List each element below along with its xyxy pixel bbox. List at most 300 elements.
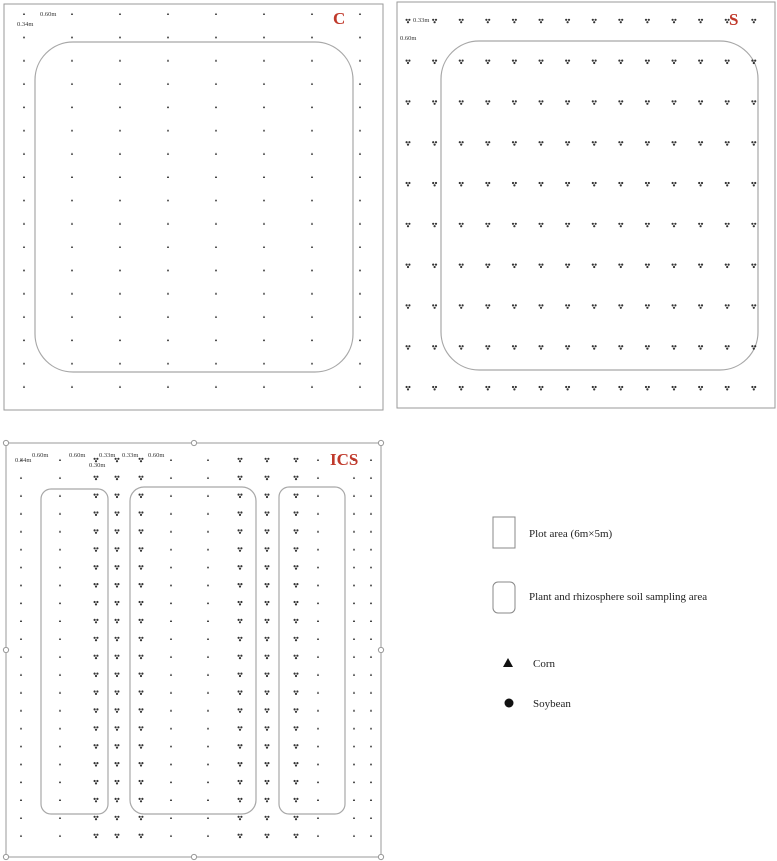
corn-plant-marker — [167, 269, 169, 271]
soybean-plant-marker — [265, 529, 270, 534]
soybean-plant-marker — [115, 726, 120, 731]
soybean-plant-marker — [265, 673, 270, 678]
soybean-plant-marker — [139, 494, 144, 499]
corn-plant-marker — [359, 246, 361, 248]
corn-plant-marker — [207, 691, 209, 693]
soybean-plant-marker — [512, 182, 517, 187]
corn-plant-marker — [359, 292, 361, 294]
corn-plant-marker — [311, 386, 313, 388]
corn-plant-marker — [59, 477, 61, 479]
soybean-plant-marker — [139, 780, 144, 785]
soybean-plant-marker — [645, 304, 650, 309]
corn-plant-marker — [311, 269, 313, 271]
corn-plant-marker — [353, 477, 355, 479]
soybean-plant-marker — [751, 223, 756, 228]
plot-frame-ics — [6, 443, 381, 857]
soybean-plant-marker — [139, 798, 144, 803]
selection-handle[interactable] — [3, 647, 8, 652]
soybean-plant-marker — [238, 816, 243, 821]
corn-plant-marker — [207, 763, 209, 765]
soybean-plant-marker — [485, 304, 490, 309]
soybean-plant-marker — [725, 223, 730, 228]
corn-plant-marker — [359, 36, 361, 38]
dimension-label: 0.30m — [89, 462, 106, 469]
corn-plant-marker — [71, 292, 73, 294]
corn-plant-marker — [170, 656, 172, 658]
corn-plant-marker — [59, 709, 61, 711]
soybean-plant-marker — [265, 511, 270, 516]
corn-plant-marker — [317, 674, 319, 676]
corn-plant-marker — [215, 292, 217, 294]
legend-label-plot-area: Plot area (6m×5m) — [529, 528, 613, 540]
corn-plant-marker — [170, 548, 172, 550]
soybean-plant-marker — [618, 100, 623, 105]
corn-plant-marker — [59, 548, 61, 550]
soybean-plant-marker — [459, 223, 464, 228]
corn-plant-marker — [311, 13, 313, 15]
corn-plant-marker — [119, 362, 121, 364]
soybean-plant-marker — [115, 690, 120, 695]
soybean-plant-marker — [265, 726, 270, 731]
corn-plant-marker — [20, 602, 22, 604]
soybean-plant-marker — [645, 100, 650, 105]
corn-plant-marker — [20, 530, 22, 532]
corn-plant-marker — [170, 620, 172, 622]
corn-plant-marker — [353, 817, 355, 819]
corn-plant-marker — [263, 316, 265, 318]
soybean-plant-marker — [725, 345, 730, 350]
soybean-plant-marker — [485, 141, 490, 146]
selection-handle[interactable] — [191, 854, 196, 859]
corn-plant-marker — [370, 620, 372, 622]
soybean-plant-marker — [139, 458, 144, 463]
soybean-plant-marker — [294, 529, 299, 534]
soybean-plant-marker — [698, 223, 703, 228]
soybean-plant-marker — [139, 565, 144, 570]
corn-plant-marker — [20, 477, 22, 479]
selection-handle[interactable] — [378, 440, 383, 445]
corn-plant-marker — [359, 129, 361, 131]
soybean-plant-marker — [238, 708, 243, 713]
soybean-plant-marker — [94, 655, 99, 660]
soybean-plant-marker — [94, 834, 99, 839]
corn-plant-marker — [311, 362, 313, 364]
corn-plant-marker — [317, 459, 319, 461]
soybean-plant-marker — [115, 798, 120, 803]
corn-plant-marker — [311, 83, 313, 85]
soybean-plant-marker — [539, 60, 544, 65]
soybean-plant-marker — [406, 345, 411, 350]
soybean-plant-marker — [238, 780, 243, 785]
soybean-plant-marker — [485, 345, 490, 350]
corn-plant-marker — [263, 246, 265, 248]
corn-plant-marker — [20, 781, 22, 783]
soybean-plant-marker — [265, 708, 270, 713]
corn-plant-marker — [311, 129, 313, 131]
corn-plant-marker — [59, 584, 61, 586]
corn-plant-marker — [170, 674, 172, 676]
soybean-plant-marker — [139, 673, 144, 678]
corn-plant-marker — [59, 512, 61, 514]
soybean-plant-marker — [592, 19, 597, 24]
corn-plant-marker — [317, 835, 319, 837]
soybean-plant-marker — [485, 100, 490, 105]
soybean-plant-marker — [294, 690, 299, 695]
corn-plant-marker — [215, 13, 217, 15]
soybean-plant-marker — [238, 458, 243, 463]
soybean-plant-marker — [294, 565, 299, 570]
corn-plant-marker — [119, 246, 121, 248]
soybean-plant-marker — [265, 583, 270, 588]
soybean-plant-marker — [432, 304, 437, 309]
soybean-plant-marker — [672, 386, 677, 391]
corn-plant-marker — [71, 36, 73, 38]
soybean-plant-marker — [406, 223, 411, 228]
corn-plant-marker — [370, 638, 372, 640]
soybean-plant-marker — [485, 223, 490, 228]
corn-plant-marker — [359, 83, 361, 85]
corn-plant-marker — [71, 222, 73, 224]
corn-plant-marker — [317, 495, 319, 497]
sampling-area-ics-right — [279, 487, 345, 814]
corn-plant-marker — [317, 817, 319, 819]
corn-plant-marker — [317, 799, 319, 801]
corn-plant-marker — [215, 386, 217, 388]
sampling-area-swatch-icon — [493, 582, 515, 613]
soybean-plant-marker — [265, 637, 270, 642]
soybean-plant-marker — [265, 690, 270, 695]
corn-plant-marker — [71, 83, 73, 85]
corn-plant-marker — [207, 781, 209, 783]
corn-plant-marker — [20, 548, 22, 550]
selection-handles — [3, 440, 383, 859]
corn-plant-marker — [20, 495, 22, 497]
corn-plant-marker — [207, 674, 209, 676]
dimension-label: 0.34m — [15, 457, 32, 464]
corn-plant-marker — [317, 512, 319, 514]
dimension-label: 0.34m — [17, 21, 34, 28]
corn-plant-marker — [263, 153, 265, 155]
corn-plant-marker — [20, 656, 22, 658]
corn-plant-marker — [317, 638, 319, 640]
soybean-plant-marker — [294, 511, 299, 516]
soybean-plant-marker — [139, 547, 144, 552]
corn-plant-marker — [23, 129, 25, 131]
soybean-plant-marker — [672, 345, 677, 350]
soybean-plant-marker — [94, 583, 99, 588]
soybean-plant-marker — [139, 690, 144, 695]
soybean-plant-marker — [672, 304, 677, 309]
soybean-plant-marker — [115, 565, 120, 570]
soybean-plant-marker — [725, 141, 730, 146]
corn-plant-marker — [59, 620, 61, 622]
soybean-plant-marker — [459, 141, 464, 146]
soybean-plant-marker — [265, 547, 270, 552]
corn-plant-marker — [167, 83, 169, 85]
soybean-plant-marker — [672, 264, 677, 269]
selection-handle[interactable] — [378, 647, 383, 652]
soybean-plant-marker — [238, 619, 243, 624]
corn-plant-marker — [263, 83, 265, 85]
soybean-plant-marker — [459, 100, 464, 105]
corn-plant-marker — [119, 316, 121, 318]
corn-plant-marker — [119, 176, 121, 178]
corn-plant-marker — [71, 246, 73, 248]
soybean-plant-marker — [459, 304, 464, 309]
soybean-plant-marker — [725, 60, 730, 65]
soybean-plant-marker — [485, 386, 490, 391]
soybean-plant-marker — [265, 798, 270, 803]
corn-plant-marker — [167, 199, 169, 201]
corn-plant-marker — [359, 362, 361, 364]
soybean-plant-marker — [512, 19, 517, 24]
soybean-plant-marker — [238, 690, 243, 695]
corn-plant-marker — [317, 691, 319, 693]
corn-plant-marker — [263, 222, 265, 224]
soybean-plant-marker — [672, 19, 677, 24]
corn-plant-marker — [370, 799, 372, 801]
soybean-plant-marker — [115, 529, 120, 534]
corn-plant-marker — [207, 495, 209, 497]
corn-plant-marker — [353, 566, 355, 568]
soybean-plant-marker — [565, 304, 570, 309]
selection-handle[interactable] — [378, 854, 383, 859]
soybean-plant-marker — [432, 60, 437, 65]
corn-plant-marker — [170, 459, 172, 461]
corn-plant-marker — [20, 691, 22, 693]
soybean-plant-marker — [94, 547, 99, 552]
corn-plant-marker — [167, 176, 169, 178]
soybean-plant-marker — [294, 655, 299, 660]
legend-label-sampling-area: Plant and rhizosphere soil sampling area — [529, 591, 708, 603]
soybean-plant-marker — [645, 223, 650, 228]
corn-plant-marker — [311, 59, 313, 61]
corn-plant-marker — [71, 106, 73, 108]
corn-plant-marker — [59, 817, 61, 819]
soybean-plant-marker — [751, 19, 756, 24]
soybean-plant-marker — [485, 264, 490, 269]
corn-plant-marker — [311, 36, 313, 38]
soybean-plant-marker — [238, 726, 243, 731]
soybean-plant-marker — [432, 264, 437, 269]
soybean-plant-marker — [139, 619, 144, 624]
soybean-plant-marker — [94, 762, 99, 767]
soybean-plant-marker — [539, 345, 544, 350]
soybean-plant-marker — [751, 264, 756, 269]
corn-plant-marker — [317, 620, 319, 622]
corn-plant-marker — [263, 129, 265, 131]
corn-plant-marker — [23, 13, 25, 15]
corn-plant-marker — [353, 691, 355, 693]
soybean-plant-marker — [725, 100, 730, 105]
soybean-plant-marker — [94, 494, 99, 499]
panel-label-s: S — [729, 10, 739, 29]
corn-plant-marker — [119, 106, 121, 108]
corn-plant-marker — [71, 13, 73, 15]
soybean-plant-marker — [565, 100, 570, 105]
soybean-plant-marker — [294, 619, 299, 624]
corn-plant-marker — [370, 459, 372, 461]
corn-plant-marker — [359, 269, 361, 271]
corn-plant-marker — [317, 709, 319, 711]
soybean-plant-marker — [618, 19, 623, 24]
soybean-plant-marker — [265, 619, 270, 624]
corn-plant-marker — [23, 246, 25, 248]
corn-plant-marker — [353, 656, 355, 658]
soybean-plant-marker — [672, 182, 677, 187]
plot-panel-ics — [3, 440, 383, 859]
soybean-plant-marker — [94, 816, 99, 821]
soybean-plant-marker — [698, 345, 703, 350]
soybean-plant-marker — [592, 141, 597, 146]
corn-plant-marker — [353, 495, 355, 497]
corn-plant-marker — [20, 638, 22, 640]
soybean-plant-marker — [294, 708, 299, 713]
corn-plant-marker — [119, 269, 121, 271]
corn-plant-marker — [207, 530, 209, 532]
corn-plant-marker — [23, 269, 25, 271]
corn-plant-marker — [23, 106, 25, 108]
soybean-plant-marker — [698, 19, 703, 24]
corn-plant-marker — [263, 199, 265, 201]
soybean-plant-marker — [485, 60, 490, 65]
corn-plant-marker — [353, 763, 355, 765]
soybean-plant-marker — [432, 386, 437, 391]
corn-plant-marker — [59, 656, 61, 658]
corn-plant-marker — [370, 512, 372, 514]
corn-plant-marker — [353, 781, 355, 783]
corn-plant-marker — [317, 548, 319, 550]
soybean-plant-marker — [751, 141, 756, 146]
corn-plant-marker — [317, 745, 319, 747]
soybean-plant-marker — [592, 100, 597, 105]
corn-plant-marker — [370, 674, 372, 676]
soybean-plant-marker — [265, 780, 270, 785]
corn-plant-marker — [353, 835, 355, 837]
soybean-plant-marker — [512, 386, 517, 391]
soybean-plant-marker — [294, 762, 299, 767]
corn-plant-marker — [317, 584, 319, 586]
selection-handle[interactable] — [3, 854, 8, 859]
soybean-plant-marker — [592, 345, 597, 350]
soybean-plant-marker — [94, 690, 99, 695]
soybean-plant-marker — [294, 744, 299, 749]
corn-plant-marker — [71, 316, 73, 318]
soybean-plant-marker — [698, 141, 703, 146]
corn-plant-marker — [311, 339, 313, 341]
soybean-plant-marker — [115, 619, 120, 624]
soybean-plant-marker — [265, 816, 270, 821]
corn-plant-marker — [370, 548, 372, 550]
dimension-label: 0.33m — [99, 452, 116, 459]
corn-plant-marker — [167, 59, 169, 61]
corn-plant-marker — [59, 602, 61, 604]
soybean-plant-marker — [565, 182, 570, 187]
soybean-plant-marker — [565, 386, 570, 391]
corn-plant-marker — [317, 656, 319, 658]
legend — [493, 517, 707, 710]
corn-plant-marker — [353, 584, 355, 586]
soybean-plant-marker — [94, 601, 99, 606]
corn-plant-marker — [23, 83, 25, 85]
corn-plant-marker — [215, 129, 217, 131]
corn-plant-marker — [317, 727, 319, 729]
dimension-label: 0.60m — [400, 35, 417, 42]
soybean-plant-marker — [645, 345, 650, 350]
soybean-plant-marker — [406, 19, 411, 24]
soybean-plant-marker — [294, 816, 299, 821]
corn-plant-marker — [170, 781, 172, 783]
corn-plant-marker — [170, 817, 172, 819]
corn-plant-marker — [59, 745, 61, 747]
soybean-plant-marker — [512, 223, 517, 228]
corn-plant-marker — [311, 222, 313, 224]
soybean-plant-marker — [265, 565, 270, 570]
corn-plant-marker — [23, 36, 25, 38]
soybean-plant-marker — [139, 726, 144, 731]
soybean-plant-marker — [115, 834, 120, 839]
soybean-plant-marker — [618, 345, 623, 350]
soybean-plant-marker — [238, 637, 243, 642]
corn-plant-marker — [167, 106, 169, 108]
corn-plant-marker — [167, 316, 169, 318]
corn-plant-marker — [263, 59, 265, 61]
soybean-plant-marker — [115, 601, 120, 606]
soybean-plant-marker — [94, 529, 99, 534]
corn-plant-marker — [215, 246, 217, 248]
sampling-area-s — [441, 41, 758, 370]
corn-plant-marker — [20, 817, 22, 819]
soybean-plant-marker — [618, 141, 623, 146]
corn-triangle-icon — [503, 658, 513, 667]
soybean-plant-marker — [265, 494, 270, 499]
corn-plant-marker — [59, 763, 61, 765]
soybean-plant-marker — [645, 264, 650, 269]
soybean-plant-marker — [672, 223, 677, 228]
corn-plant-marker — [207, 709, 209, 711]
corn-plant-marker — [359, 176, 361, 178]
soybean-plant-marker — [238, 583, 243, 588]
corn-plant-marker — [353, 727, 355, 729]
soybean-plant-marker — [238, 476, 243, 481]
corn-plant-marker — [23, 292, 25, 294]
corn-plant-marker — [370, 656, 372, 658]
corn-plant-marker — [263, 362, 265, 364]
corn-plant-marker — [263, 106, 265, 108]
selection-handle[interactable] — [3, 440, 8, 445]
plant-grid-c — [23, 13, 361, 388]
soybean-plant-marker — [698, 264, 703, 269]
corn-plant-marker — [353, 548, 355, 550]
corn-plant-marker — [59, 727, 61, 729]
corn-plant-marker — [71, 386, 73, 388]
soybean-plant-marker — [725, 264, 730, 269]
soybean-plant-marker — [238, 511, 243, 516]
corn-plant-marker — [170, 477, 172, 479]
corn-plant-marker — [317, 763, 319, 765]
corn-plant-marker — [353, 620, 355, 622]
sampling-area-ics-left — [41, 489, 108, 814]
corn-plant-marker — [71, 339, 73, 341]
soybean-plant-marker — [645, 19, 650, 24]
dimension-label: 0.60m — [40, 11, 57, 18]
corn-plant-marker — [370, 817, 372, 819]
selection-handle[interactable] — [191, 440, 196, 445]
soybean-plant-marker — [698, 386, 703, 391]
corn-plant-marker — [20, 709, 22, 711]
corn-plant-marker — [207, 745, 209, 747]
sampling-area-ics-middle — [130, 487, 256, 814]
